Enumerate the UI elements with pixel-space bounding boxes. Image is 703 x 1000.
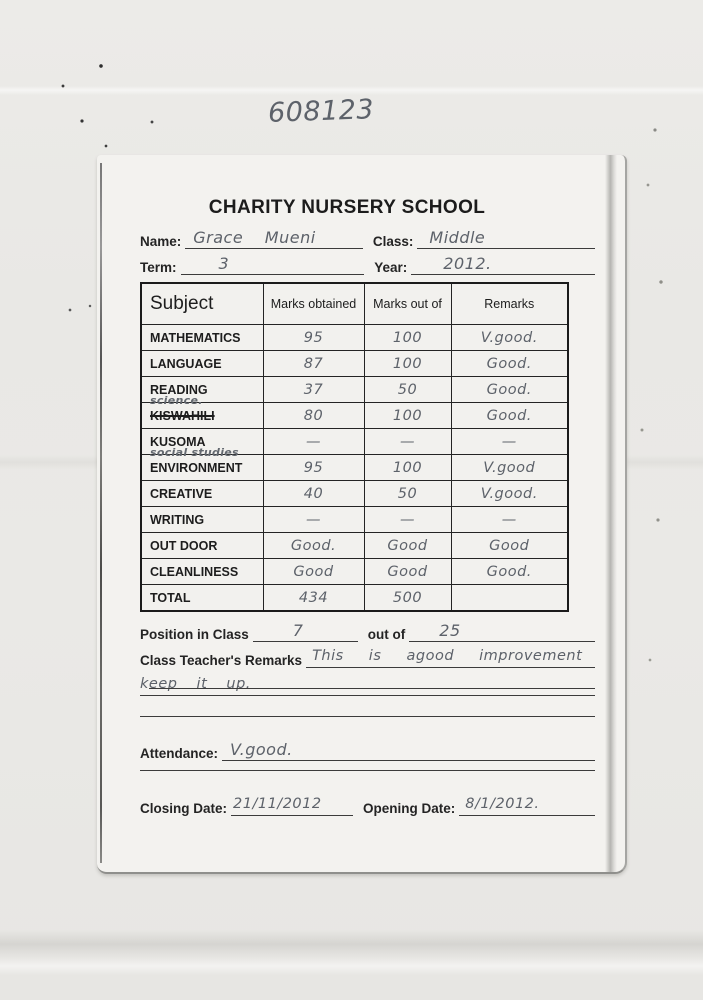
header-marks-out-of: Marks out of xyxy=(364,283,451,325)
teacher-remarks-line2: keep it up. xyxy=(140,676,251,692)
obtained-cell: 87 xyxy=(263,351,364,377)
obtained-cell: — xyxy=(263,429,364,455)
subject-cell: science. KISWAHILI xyxy=(141,403,263,429)
out-of-cell: 100 xyxy=(364,455,451,481)
teacher-remarks-continuation xyxy=(140,676,595,696)
table-row xyxy=(141,377,568,403)
term-year-row xyxy=(140,255,595,275)
handwritten-annotation: science. xyxy=(150,394,203,407)
dates-row xyxy=(140,796,595,816)
header-marks-obtained: Marks obtained xyxy=(263,283,364,325)
attendance-value: V.good. xyxy=(230,740,293,759)
subject-cell: KUSOMA xyxy=(141,429,263,455)
subject-cell: MATHEMATICS xyxy=(141,325,263,351)
ruled-line xyxy=(140,770,595,771)
header-remarks: Remarks xyxy=(451,283,568,325)
closing-date-field xyxy=(231,795,353,816)
subject-cell: READING xyxy=(141,377,263,403)
page-right-edge-shadow xyxy=(605,155,617,872)
obtained-cell: Good. xyxy=(263,533,364,559)
ruled-line xyxy=(149,688,595,689)
obtained-cell: 95 xyxy=(263,455,364,481)
opening-date-label: Opening Date: xyxy=(363,801,456,816)
handwritten-code: 608123 xyxy=(267,94,375,129)
remarks-cell: Good xyxy=(451,533,568,559)
obtained-cell: 40 xyxy=(263,481,364,507)
report-card xyxy=(97,155,627,874)
name-value: Grace Mueni xyxy=(193,228,316,247)
out-of-cell: — xyxy=(364,507,451,533)
table-row xyxy=(141,585,568,612)
class-label: Class: xyxy=(372,234,414,249)
name-label: Name: xyxy=(140,234,182,249)
teacher-remarks-field xyxy=(306,647,595,668)
out-of-label: out of xyxy=(367,627,406,642)
term-label: Term: xyxy=(140,260,177,275)
out-of-cell: 100 xyxy=(364,403,451,429)
class-value: Middle xyxy=(429,228,486,247)
teacher-remarks-line1: This is agood improvement xyxy=(312,648,583,664)
obtained-cell: 37 xyxy=(263,377,364,403)
remarks-cell xyxy=(451,585,568,612)
marks-table xyxy=(140,282,569,612)
remarks-cell: Good. xyxy=(451,403,568,429)
attendance-row xyxy=(140,741,595,761)
year-field xyxy=(411,254,595,275)
attendance-label: Attendance: xyxy=(140,746,219,761)
table-row xyxy=(141,559,568,585)
obtained-cell: 80 xyxy=(263,403,364,429)
name-class-row xyxy=(140,229,595,249)
obtained-cell: — xyxy=(263,507,364,533)
remarks-cell: — xyxy=(451,507,568,533)
table-row xyxy=(141,455,568,481)
header-subject: Subject xyxy=(141,283,263,325)
out-of-cell: 50 xyxy=(364,481,451,507)
year-label: Year: xyxy=(374,260,408,275)
table-row xyxy=(141,481,568,507)
class-field xyxy=(417,228,595,249)
out-of-cell: Good xyxy=(364,533,451,559)
remarks-cell: Good. xyxy=(451,351,568,377)
obtained-cell: 95 xyxy=(263,325,364,351)
opening-date-field xyxy=(459,795,595,816)
name-field xyxy=(185,228,363,249)
out-of-cell: 100 xyxy=(364,325,451,351)
out-of-cell: — xyxy=(364,429,451,455)
year-value: 2012. xyxy=(443,254,492,273)
remarks-cell: V.good. xyxy=(451,325,568,351)
out-of-field xyxy=(409,621,595,642)
teacher-remarks-row xyxy=(140,648,595,668)
remarks-cell: V.good xyxy=(451,455,568,481)
position-label: Position in Class xyxy=(140,627,249,642)
subject-cell: CREATIVE xyxy=(141,481,263,507)
table-row xyxy=(141,351,568,377)
subject-cell: CLEANLINESS xyxy=(141,559,263,585)
position-row xyxy=(140,622,595,642)
table-row xyxy=(141,533,568,559)
out-of-cell: Good xyxy=(364,559,451,585)
term-field xyxy=(181,254,365,275)
teacher-remarks-label: Class Teacher's Remarks xyxy=(140,653,303,668)
closing-date-label: Closing Date: xyxy=(140,801,228,816)
subject-cell: social studies ENVIRONMENT xyxy=(141,455,263,481)
subject-cell: OUT DOOR xyxy=(141,533,263,559)
remarks-cell: — xyxy=(451,429,568,455)
remarks-cell: Good. xyxy=(451,377,568,403)
closing-date-value: 21/11/2012 xyxy=(233,796,322,812)
page-left-edge xyxy=(100,163,102,863)
table-row xyxy=(141,507,568,533)
school-title: CHARITY NURSERY SCHOOL xyxy=(208,197,486,218)
handwritten-annotation: social studies xyxy=(150,446,239,459)
table-row xyxy=(141,403,568,429)
out-of-cell: 50 xyxy=(364,377,451,403)
out-of-cell: 100 xyxy=(364,351,451,377)
term-value: 3 xyxy=(218,254,230,273)
attendance-field xyxy=(222,740,595,761)
remarks-cell: Good. xyxy=(451,559,568,585)
obtained-cell: Good xyxy=(263,559,364,585)
opening-date-value: 8/1/2012. xyxy=(465,796,540,812)
ruled-line xyxy=(140,716,595,717)
subject-cell: WRITING xyxy=(141,507,263,533)
remarks-cell: V.good. xyxy=(451,481,568,507)
subject-cell: LANGUAGE xyxy=(141,351,263,377)
obtained-cell: 434 xyxy=(263,585,364,612)
table-header-row xyxy=(141,283,568,325)
position-field xyxy=(253,621,358,642)
out-of-cell: 500 xyxy=(364,585,451,612)
teacher-remarks-field-2 xyxy=(140,675,595,696)
table-row xyxy=(141,325,568,351)
subject-cell: TOTAL xyxy=(141,585,263,612)
out-of-value: 25 xyxy=(439,621,461,640)
position-value: 7 xyxy=(292,621,304,640)
